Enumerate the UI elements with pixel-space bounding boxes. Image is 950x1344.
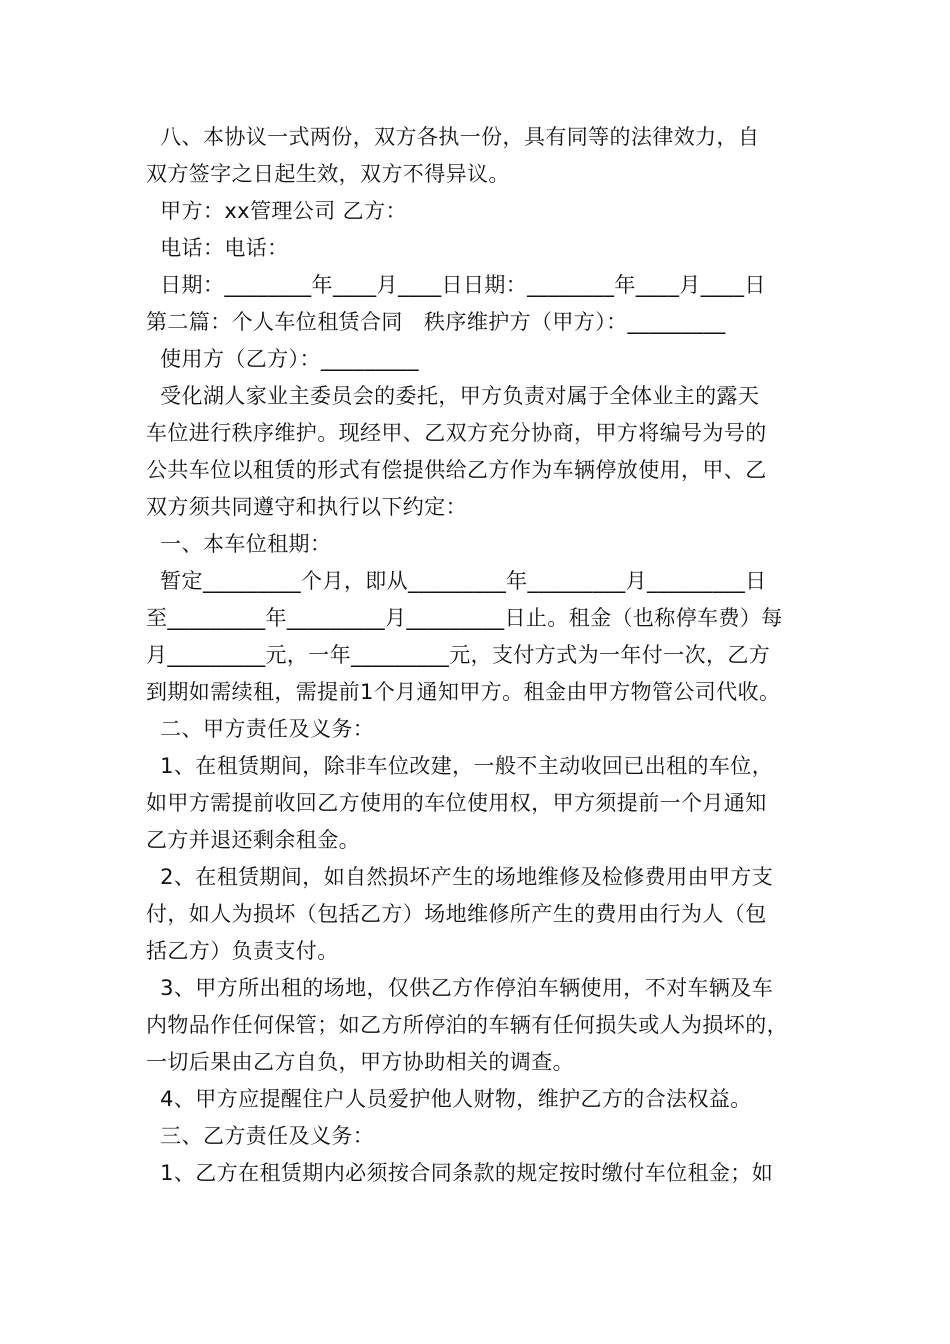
text-line: 暂定_________个月，即从_________年_________月_________日 <box>146 569 767 593</box>
text-line: 内物品作任何保管；如乙方所停泊的车辆有任何损失或人为损坏的， <box>146 1013 788 1037</box>
text-line: 至_________年_________月_________日止。租金（也称停车费）每 <box>146 606 783 630</box>
text-line: 1、在租赁期间，除非车位改建，一般不主动收回已出租的车位， <box>146 754 774 778</box>
text-line: 到期如需续租，需提前1个月通知甲方。租金由甲方物管公司代收。 <box>146 680 781 704</box>
text-line: 甲方：xx管理公司 乙方： <box>146 199 407 223</box>
text-line: 八、本协议一式两份，双方各执一份，具有同等的法律效力，自 <box>146 125 760 149</box>
text-line: 括乙方）负责支付。 <box>146 939 339 963</box>
text-line: 受化湖人家业主委员会的委托，甲方负责对属于全体业主的露天 <box>146 384 760 408</box>
text-line: 二、甲方责任及义务： <box>146 717 375 741</box>
text-line: 三、乙方责任及义务： <box>146 1124 375 1148</box>
text-line: 月_________元，一年_________元，支付方式为一年付一次，乙方 <box>146 643 771 667</box>
text-line: 第二篇：个人车位租赁合同 秩序维护方（甲方）：_________ <box>146 310 726 334</box>
text-line: 4、甲方应提醒住户人员爱护他人财物，维护乙方的合法权益。 <box>146 1087 752 1111</box>
text-line: 1、乙方在租赁期内必须按合同条款的规定按时缴付车位租金；如 <box>146 1161 774 1185</box>
text-line: 日期：________年____月____日日期：________年____月____日 <box>146 273 766 297</box>
text-line: 3、甲方所出租的场地，仅供乙方作停泊车辆使用，不对车辆及车 <box>146 976 774 1000</box>
text-line: 公共车位以租赁的形式有偿提供给乙方作为车辆停放使用，甲、乙 <box>146 458 767 482</box>
text-line: 付，如人为损坏（包括乙方）场地维修所产生的费用由行为人（包 <box>146 902 767 926</box>
text-line: 电话：电话： <box>146 236 289 260</box>
text-line: 一切后果由乙方自负，甲方协助相关的调查。 <box>146 1050 574 1074</box>
text-line: 使用方（乙方）：_________ <box>146 347 419 371</box>
text-line: 2、在租赁期间，如自然损坏产生的场地维修及检修费用由甲方支 <box>146 865 774 889</box>
text-line: 如甲方需提前收回乙方使用的车位使用权，甲方须提前一个月通知 <box>146 791 767 815</box>
text-line: 双方须共同遵守和执行以下约定： <box>146 495 467 519</box>
text-line: 车位进行秩序维护。现经甲、乙双方充分协商，甲方将编号为号的 <box>146 421 767 445</box>
text-line: 乙方并退还剩余租金。 <box>146 828 360 852</box>
text-line: 一、本车位租期： <box>146 532 332 556</box>
text-line: 双方签字之日起生效，双方不得异议。 <box>146 162 510 186</box>
